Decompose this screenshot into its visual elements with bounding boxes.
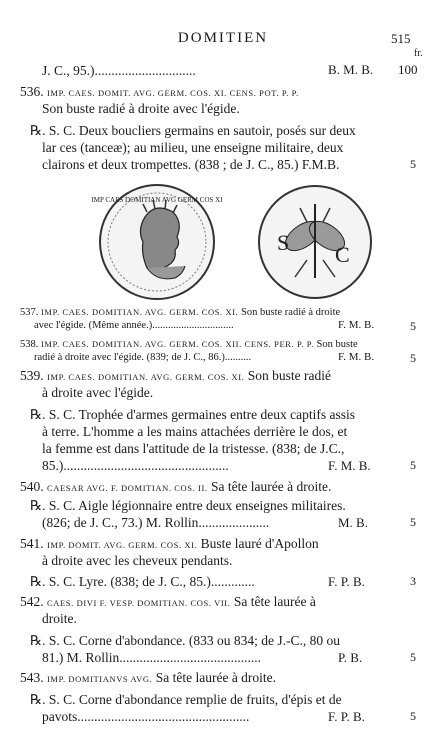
price-value: 5	[410, 709, 416, 723]
reverse-line: ℞. S. C. Deux boucliers germains en sautoir, posés sur deux	[30, 123, 356, 138]
entry-line: droite.	[42, 611, 77, 626]
currency-label: fr.	[414, 48, 423, 59]
entry-desc: Son buste	[316, 339, 358, 350]
rarity-label: F. P. B.	[328, 574, 365, 589]
entry-537-header	[20, 305, 340, 320]
price-value: 5	[410, 458, 416, 472]
coin-illustration	[85, 182, 385, 300]
reverse-line: ℞. S. C. Lyre. (838; de J. C., 85.).............	[30, 574, 255, 589]
entry-number: 542.	[20, 594, 44, 609]
reverse-legend-s: S	[277, 230, 290, 255]
coin-legend: IMP. DOMIT. AVG. GERM. COS. XI.	[47, 540, 198, 550]
entry-538-header	[20, 337, 358, 352]
entry-line: à droite avec les cheveux pendants.	[42, 553, 233, 568]
entry-540-header	[20, 478, 331, 497]
entry-number: 539.	[20, 368, 44, 383]
entry-desc: Sa tête laurée à droite.	[211, 479, 332, 494]
reverse-line: ℞. S. C. Corne d'abondance remplie de fruits, d'épis et de	[30, 692, 342, 707]
entry-line	[42, 62, 196, 79]
entry-desc: Sa tête laurée à	[233, 594, 316, 609]
entry-line: à droite avec l'égide.	[42, 385, 154, 400]
coin-legend: CAESAR AVG. F. DOMITIAN. COS. II.	[47, 483, 208, 493]
price-value: 100	[398, 62, 418, 77]
entry-line: Son buste radié à droite avec l'égide.	[42, 101, 240, 116]
reverse-line: ℞. S. C. Corne d'abondance. (833 ou 834; de J.-C., 80 ou	[30, 633, 340, 648]
rarity-label: M. B.	[338, 515, 368, 530]
entry-desc: Sa tête laurée à droite.	[155, 670, 277, 685]
price-value: 5	[410, 351, 416, 365]
entry-543-header	[20, 669, 276, 688]
entry-number: 543.	[20, 670, 44, 685]
reverse-line: lar ces (tanceæ); au milieu, une enseigne militaire, deux	[42, 140, 344, 155]
rarity-label: F. P. B.	[328, 709, 365, 724]
page-header-title: DOMITIEN	[177, 30, 269, 46]
coin-obverse	[91, 185, 223, 299]
entry-desc: Buste lauré d'Apollon	[200, 536, 319, 551]
entry-number: 536.	[20, 84, 44, 99]
rarity-label: F. M. B.	[338, 351, 375, 363]
coin-reverse	[259, 186, 371, 298]
rarity-label: P. B.	[338, 650, 363, 665]
reverse-line: clairons et deux trompettes. (838 ; de J. C., 85.) F.M.B.	[42, 157, 340, 172]
rarity-label: F. M. B.	[328, 458, 371, 473]
entry-number: 540.	[20, 479, 44, 494]
reverse-line: 85.).................................................	[42, 458, 229, 473]
entry-number: 541.	[20, 536, 44, 551]
coin-legend: IMP. CAES. DOMITIAN. AVG. GERM. COS. XII. CENS. PER. P. P.	[41, 339, 314, 349]
reverse-line: à terre. L'homme a les mains attachées derrière le dos, et	[42, 424, 348, 439]
entry-line: radié à droite avec l'égide. (839; de J. C., 86.)..........	[34, 352, 252, 363]
reverse-line: ℞. S. C. Aigle légionnaire entre deux enseignes militaires.	[30, 498, 346, 513]
price-value: 5	[410, 157, 416, 171]
coin-legend: IMP. CAES. DOMIT. AVG. GERM. COS. XI. CENS. POT. P. P.	[47, 88, 299, 98]
coin-legend: IMP. DOMITIANVS AVG.	[47, 674, 153, 684]
reverse-line: pavots...................................................	[42, 709, 250, 724]
coin-legend: CAES. DIVI F. VESP. DOMITIAN. COS. VII.	[47, 598, 231, 608]
line-text: J. C., 95.)..............................	[42, 63, 196, 78]
price-value: 5	[410, 650, 416, 664]
reverse-line: ℞. S. C. Trophée d'armes germaines entre deux captifs assis	[30, 407, 355, 422]
entry-desc: Son buste radié à droite	[241, 307, 341, 318]
reverse-line: (826; de J. C., 73.) M. Rollin.....................	[42, 515, 270, 530]
coin-legend: IMP. CAES. DOMITIAN. AVG. GERM. COS. XI.	[47, 372, 245, 382]
reverse-line: la femme est dans l'attitude de la tristesse. (838; de J.C.,	[42, 441, 345, 456]
rarity-label: B. M. B.	[328, 62, 374, 77]
reverse-line: 81.) M. Rollin..........................................	[42, 650, 262, 665]
entry-number: 537.	[20, 307, 39, 318]
rarity-label: F. M. B.	[338, 319, 375, 331]
entry-number: 538.	[20, 339, 39, 350]
entry-desc: Son buste radié	[247, 368, 332, 383]
reverse-legend-c: C	[335, 242, 350, 267]
coin-legend: IMP. CAES. DOMITIAN. AVG. GERM. COS. XI.	[41, 307, 239, 317]
obverse-legend: IMP CAES DOMITIAN AVG GERM COS XI	[91, 196, 223, 204]
price-value: 3	[410, 574, 416, 588]
price-value: 5	[410, 319, 416, 333]
price-value: 5	[410, 515, 416, 529]
entry-line: avec l'égide. (Même année.)...............................	[34, 320, 234, 331]
page-number: 515	[391, 31, 411, 46]
